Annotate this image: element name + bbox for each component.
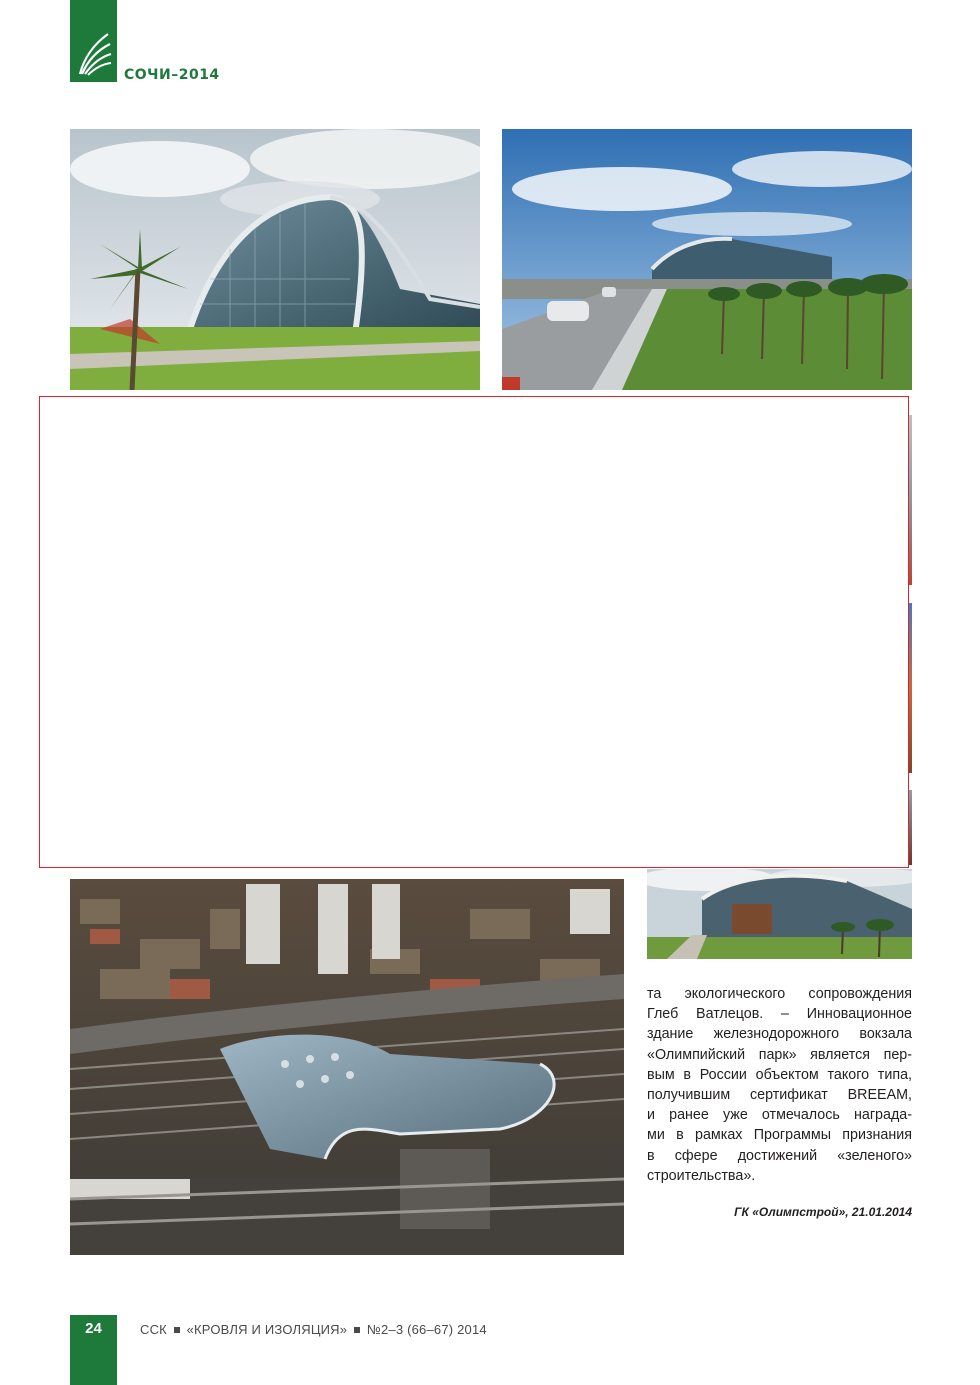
article-source: ГК «Олимпстрой», 21.01.2014	[734, 1205, 912, 1219]
overpass-photo	[502, 129, 912, 390]
section-title: СОЧИ–2014	[124, 67, 220, 83]
publisher-name: ССК	[140, 1322, 167, 1337]
page-number: 24	[85, 1320, 102, 1337]
article-line: та экологического сопровождения	[647, 986, 912, 1002]
article-line: «Олимпийский парк» является пер-	[647, 1046, 912, 1063]
article-line: Глеб Ватлецов. – Инновационное	[647, 1006, 912, 1023]
article-line: строительства».	[647, 1167, 756, 1184]
article-line: ми в рамках Программы признания	[647, 1127, 912, 1144]
article-line: в сфере достижений «зеленого»	[647, 1147, 912, 1164]
article-line: получившим сертификат BREEAM,	[647, 1087, 912, 1104]
highlight-frame	[39, 396, 909, 868]
article-line: здание железнодорожного вокзала	[647, 1026, 912, 1043]
square-bullet-icon	[354, 1327, 360, 1333]
station-building-photo	[70, 129, 480, 390]
issue-number: №2–3 (66–67) 2014	[366, 1322, 487, 1337]
magazine-logo	[70, 0, 117, 82]
leaf-logo-icon	[76, 30, 112, 78]
station-entrance-photo	[647, 869, 912, 959]
footer-publication	[140, 1322, 487, 1337]
article-line: вым в России объектом такого типа,	[647, 1066, 912, 1083]
aerial-station-photo	[70, 879, 624, 1255]
article-line: и ранее уже отмечалось награда-	[647, 1107, 912, 1124]
journal-name: «КРОВЛЯ И ИЗОЛЯЦИЯ»	[186, 1322, 348, 1337]
square-bullet-icon	[174, 1327, 180, 1333]
article-text	[647, 984, 912, 1186]
